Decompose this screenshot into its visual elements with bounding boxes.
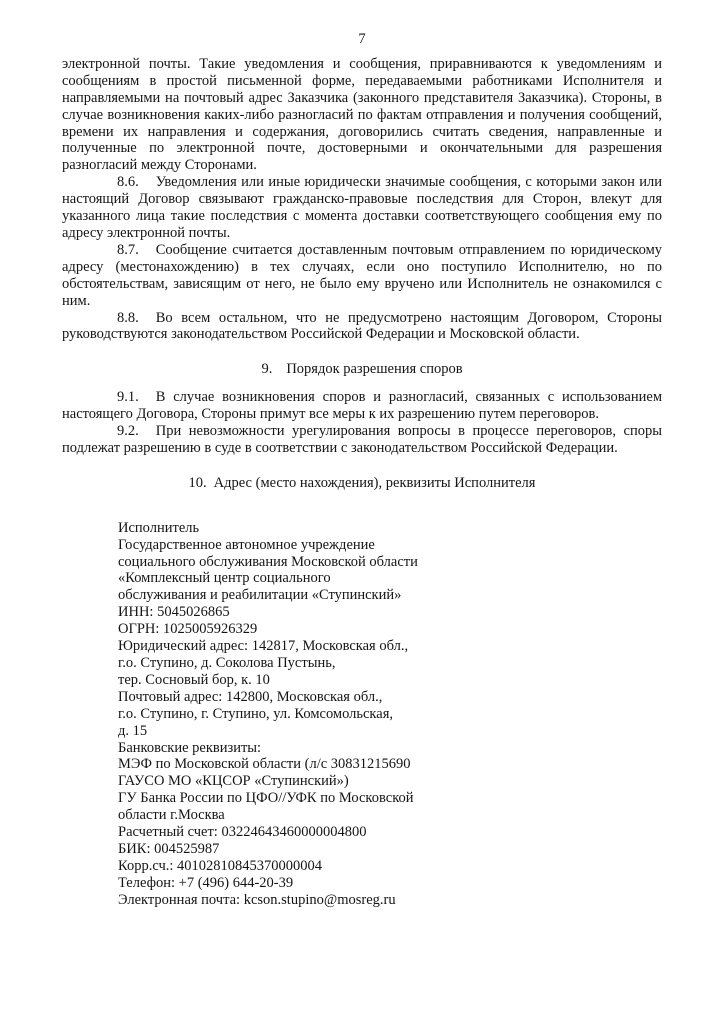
requisite-line: Электронная почта: kcson.stupino@mosreg.ru (118, 891, 396, 908)
section-10-heading-number: 10. (188, 474, 207, 491)
clause-9-2-text: При невозможности урегулирования вопросы в процессе переговоров, споры подлежат разрешению в суде в соответствии с законодательством Российской Федерации. (62, 423, 662, 456)
clause-8-8 (62, 310, 662, 344)
requisite-line: ОГРН: 1025005926329 (118, 621, 258, 638)
clause-9-1-text: В случае возникновения споров и разногласий, связанных с использованием настоящего Договора, Стороны примут все меры к их разрешению путем переговоров. (62, 389, 662, 423)
requisite-line: Корр.сч.: 40102810845370000004 (118, 857, 323, 874)
requisite-line: Почтовый адрес: 142800, Московская обл., (118, 688, 383, 705)
section-10-heading-text: Адрес (место нахождения), реквизиты Исполнителя (213, 474, 536, 491)
clause-8-6-text: Уведомления или иные юридически значимые сообщения, с которыми закон или настоящий Договор связывают гражданско-правовые последствия для Сторон, влекут для указанного лица такие последствия с момента доставки соответствующего сообщения ему по адресу электронной почты. (62, 174, 662, 241)
requisite-line: ГАУСО МО «КЦСОР «Ступинский») (118, 773, 349, 790)
clause-9-1-number: 9.1. (117, 389, 139, 406)
requisite-line: д. 15 (118, 722, 148, 739)
clause-8-6-number: 8.6. (117, 174, 139, 191)
clause-8-6 (62, 174, 662, 242)
clause-8-7-number: 8.7. (117, 241, 139, 258)
requisite-line: Государственное автономное учреждение (118, 536, 375, 553)
section-10-heading (62, 475, 662, 492)
clause-9-2-number: 9.2. (117, 423, 139, 440)
section-9-heading-number: 9. (261, 361, 273, 378)
clause-8-7 (62, 242, 662, 310)
contractor-requisites-block (118, 520, 662, 909)
clause-9-2 (62, 423, 662, 457)
requisite-line: БИК: 004525987 (118, 840, 220, 857)
section-9-heading (62, 361, 662, 378)
requisite-line: Исполнитель (118, 519, 200, 536)
requisite-line: Банковские реквизиты: (118, 739, 262, 756)
page-number: 7 (358, 31, 366, 47)
requisite-line: тер. Сосновый бор, к. 10 (118, 671, 270, 688)
clause-9-1 (62, 389, 662, 423)
clause-8-8-number: 8.8. (117, 309, 139, 326)
clause-8-8-text: Во всем остальном, что не предусмотрено настоящим Договором, Стороны руководствуются законодательством Российской Федерации и Московской области. (62, 309, 662, 343)
clause-8-7-text: Сообщение считается доставленным почтовым отправлением по юридическому адресу (местонахождению) в тех случаях, если оно поступило Исполнителю, но по обстоятельствам, зависящим от него, не было ему вручено или Исполнитель не ознакомился с ним. (62, 241, 662, 309)
requisite-line: Расчетный счет: 03224643460000004800 (118, 824, 367, 841)
requisite-line: г.о. Ступино, д. Соколова Пустынь, (118, 655, 336, 671)
requisite-line: Юридический адрес: 142817, Московская обл., (118, 638, 409, 655)
requisite-line: г.о. Ступино, г. Ступино, ул. Комсомольская, (118, 705, 393, 722)
paragraph-email-notices: электронной почты. Такие уведомления и сообщения, приравниваются к уведомлениям и сообщениям в простой письменной форме, передаваемыми работниками Исполнителя и направляемыми на почтовый адрес Заказчика (законного представителя Заказчика). Стороны, в случае возникновения каких-либо разногласий по фактам отправления и получения сообщений, времени их направления и содержания, договорились считать сведения, направленные и полученные по электронной почте, достоверными и окончательными для разрешения разногласий между Сторонами. (62, 55, 662, 174)
section-9-heading-text: Порядок разрешения споров (286, 361, 463, 378)
requisite-line: ГУ Банка России по ЦФО//УФК по Московской (118, 790, 414, 807)
requisite-line: Телефон: +7 (496) 644-20-39 (118, 874, 294, 891)
requisite-line: социального обслуживания Московской области (118, 553, 418, 570)
requisite-line: ИНН: 5045026865 (118, 604, 230, 621)
requisite-line: МЭФ по Московской области (л/с 30831215690 (118, 756, 411, 773)
requisite-line: «Комплексный центр социального (118, 570, 331, 587)
requisite-line: обслуживания и реабилитации «Ступинский» (118, 587, 402, 604)
requisite-line: области г.Москва (118, 807, 225, 824)
